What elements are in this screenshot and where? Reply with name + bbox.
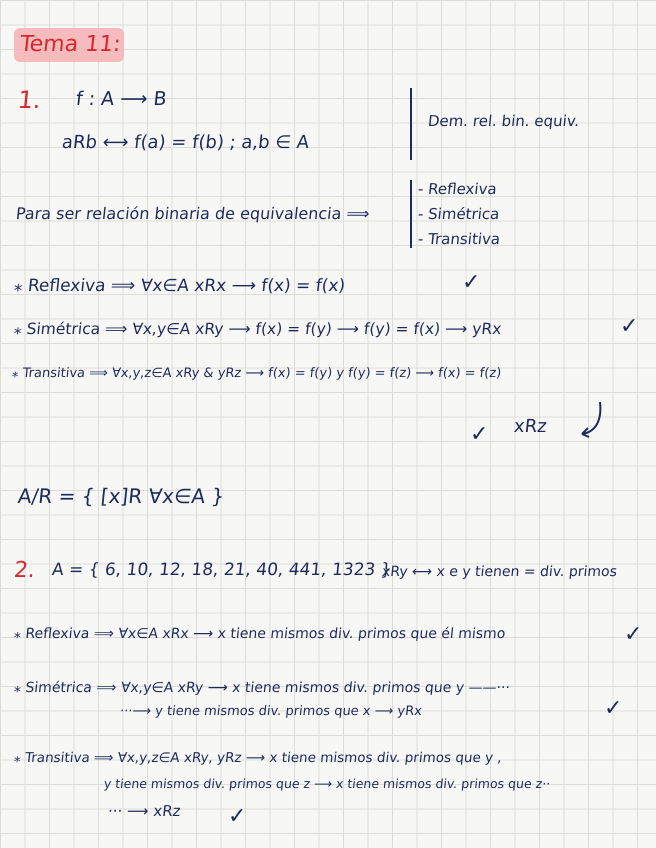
section-1-reflexiva: ⁎ Reflexiva ⟹ ∀x∈A xRx ⟶ f(x) = f(x) [12,276,347,296]
property-reflexiva: - Reflexiva [417,180,498,198]
section-2-simetrica-line-2: ···⟶ y tiene mismos div. primos que x ⟶ yRx [119,704,423,719]
quotient-set: A/R = { [x]R ∀x∈A } [16,484,226,508]
property-simetrica: - Simétrica [417,205,501,223]
page-title: Tema 11: [18,32,122,57]
section-2-transitiva-line-1: ⁎ Transitiva ⟹ ∀x,y,z∈A xRy, yRz ⟶ x tiene mismos div. primos que y , [13,750,503,766]
section-2-transitiva-line-3: ··· ⟶ xRz [107,802,182,820]
section-1-function: f : A ⟶ B [74,88,168,110]
section-2-relation: xRy ⟷ x e y tienen = div. primos [381,564,618,580]
section-2-simetrica-line-1: ⁎ Simétrica ⟹ ∀x,y∈A xRy ⟶ x tiene mismos div. primos que y ——··· [13,680,511,696]
section-2-number: 2. [12,558,37,583]
check-icon: ✓ [604,696,623,721]
check-icon: ✓ [620,314,639,339]
section-1-relation: aRb ⟷ f(a) = f(b) ; a,b ∈ A [60,132,311,153]
section-1-number: 1. [16,86,43,114]
section-1-conclusion: xRz [512,416,548,437]
section-1-simetrica: ⁎ Simétrica ⟹ ∀x,y∈A xRy ⟶ f(x) = f(y) ⟶ f(y) = f(x) ⟶ yRx [13,320,503,338]
section-2-transitiva-line-2: y tiene mismos div. primos que z ⟶ x tiene mismos div. primos que z·· [103,776,552,791]
section-2-set: A = { 6, 10, 12, 18, 21, 40, 441, 1323 } [50,560,393,580]
section-1-note: Dem. rel. bin. equiv. [427,112,581,130]
check-icon: ✓ [462,270,481,295]
section-1-paragraph: Para ser relación binaria de equivalencia ⟹ [15,204,371,223]
section-1-transitiva: ⁎ Transitiva ⟹ ∀x,y,z∈A xRy & yRz ⟶ f(x) = f(y) y f(y) = f(z) ⟶ f(x) = f(z) [11,366,503,381]
check-icon: ✓ [470,422,489,447]
property-transitiva: - Transitiva [417,230,502,248]
section-2-reflexiva: ⁎ Reflexiva ⟹ ∀x∈A xRx ⟶ x tiene mismos div. primos que él mismo [13,626,507,642]
check-icon: ✓ [624,622,643,647]
check-icon: ✓ [228,804,247,829]
